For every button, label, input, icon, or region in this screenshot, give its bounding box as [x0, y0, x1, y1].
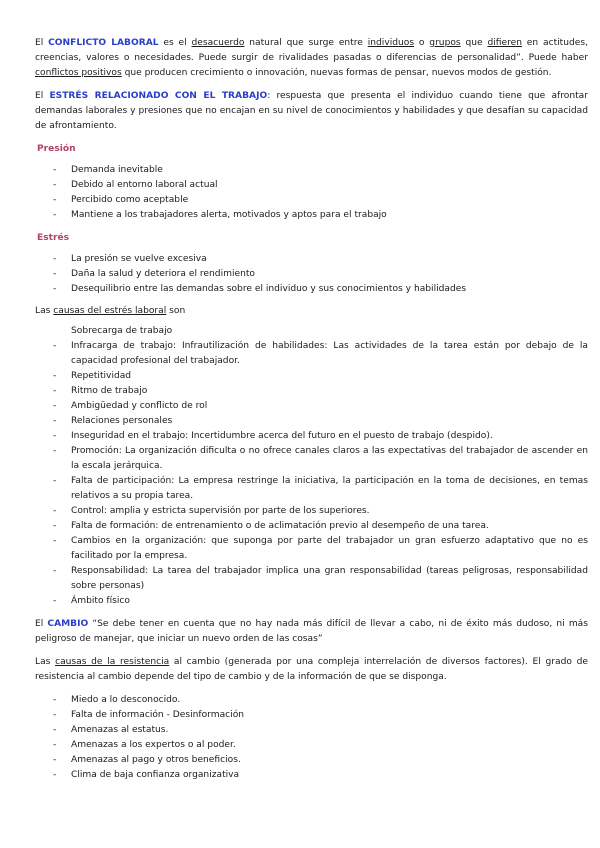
presion-heading: Presión — [37, 144, 76, 154]
list-item: - Falta de información - Desinformación — [35, 708, 588, 723]
presion-list — [35, 163, 588, 223]
list-item: - Inseguridad en el trabajo: Incertidumbre acerca del futuro en el puesto de trabajo (despido). — [35, 429, 588, 444]
list-item: - Amenazas al pago y otros beneficios. — [35, 753, 588, 768]
list-item: - Miedo a lo desconocido. — [35, 693, 588, 708]
list-item: - Promoción: La organización dificulta o no ofrece canales claros a las expectativas del trabajador de ascender en la escala jerárquica. — [35, 444, 588, 474]
list-item: - Cambios en la organización: que suponga por parte del trabajador un gran esfuerzo adaptativo que no es facilitado por la empresa. — [35, 534, 588, 564]
list-item: - Relaciones personales — [35, 414, 588, 429]
list-item: - Mantiene a los trabajadores alerta, motivados y aptos para el trabajo — [35, 208, 588, 223]
list-item: - Infracarga de trabajo: Infrautilización de habilidades: Las actividades de la tarea están por debajo de la capacidad profesional del trabajador. — [35, 339, 588, 369]
list-item: - Amenazas al estatus. — [35, 723, 588, 738]
document-page — [35, 36, 588, 783]
resistencia-paragraph: Las causas de la resistencia al cambio (generada por una compleja interrelación de diversos factores). El grado de resistencia al cambio depende del tipo de cambio y de la información de que se disponga. — [35, 657, 588, 682]
list-item: - Clima de baja confianza organizativa — [35, 768, 588, 783]
list-item: - Desequilibrio entre las demandas sobre el individuo y sus conocimientos y habilidades — [35, 282, 588, 297]
list-item: - Responsabilidad: La tarea del trabajador implica una gran responsabilidad (tareas peligrosas, responsabilidad sobre personas) — [35, 564, 588, 594]
list-item: - Ámbito físico — [35, 594, 588, 609]
list-item: - Daña la salud y deteriora el rendimiento — [35, 267, 588, 282]
estres-heading: Estrés — [37, 233, 70, 243]
cambio-paragraph: El CAMBIO “Se debe tener en cuenta que no hay nada más difícil de llevar a cabo, ni de éxito más dudoso, ni más peligroso de manejar, que iniciar un nuevo orden de las cosas” — [35, 619, 588, 644]
list-item: - Percibido como aceptable — [35, 193, 588, 208]
causas-estres-intro: Las causas del estrés laboral son — [35, 306, 186, 316]
estres-list — [35, 252, 588, 297]
estres-trabajo-paragraph: El ESTRÉS RELACIONADO CON EL TRABAJO: respuesta que presenta el individuo cuando tiene que afrontar demandas laborales y presiones que no encajan en su nivel de conocimientos y habilidades y que desafían su capacidad de afrontamiento. — [35, 91, 588, 131]
conflicto-laboral-term: CONFLICTO LABORAL — [48, 38, 159, 48]
list-item: - La presión se vuelve excesiva — [35, 252, 588, 267]
conflicto-laboral-paragraph: El CONFLICTO LABORAL es el desacuerdo natural que surge entre individuos o grupos que difieren en actitudes, creencias, valores o necesidades. Puede surgir de rivalidades pasadas o diferencias de personalidad”. Puede haber conflictos positivos que producen crecimiento o innovación, nuevas formas de pensar, nuevos modos de gestión. — [35, 38, 588, 78]
list-item: Sobrecarga de trabajo — [71, 326, 173, 336]
list-item: - Control: amplia y estricta supervisión por parte de los superiores. — [35, 504, 588, 519]
list-item: - Repetitividad — [35, 369, 588, 384]
list-item: - Falta de formación: de entrenamiento o de aclimatación previo al desempeño de una tarea. — [35, 519, 588, 534]
cambio-term: CAMBIO — [47, 619, 89, 629]
causas-estres-list — [35, 324, 588, 609]
resistencia-list — [35, 693, 588, 783]
list-item: - Demanda inevitable — [35, 163, 588, 178]
list-item: - Falta de participación: La empresa restringe la iniciativa, la participación en la toma de decisiones, en temas relativos a su propia tarea. — [35, 474, 588, 504]
list-item: - Ritmo de trabajo — [35, 384, 588, 399]
estres-trabajo-term: ESTRÉS RELACIONADO CON EL TRABAJO — [49, 91, 268, 101]
list-item: - Ambigüedad y conflicto de rol — [35, 399, 588, 414]
list-item: - Debido al entorno laboral actual — [35, 178, 588, 193]
list-item: - Amenazas a los expertos o al poder. — [35, 738, 588, 753]
